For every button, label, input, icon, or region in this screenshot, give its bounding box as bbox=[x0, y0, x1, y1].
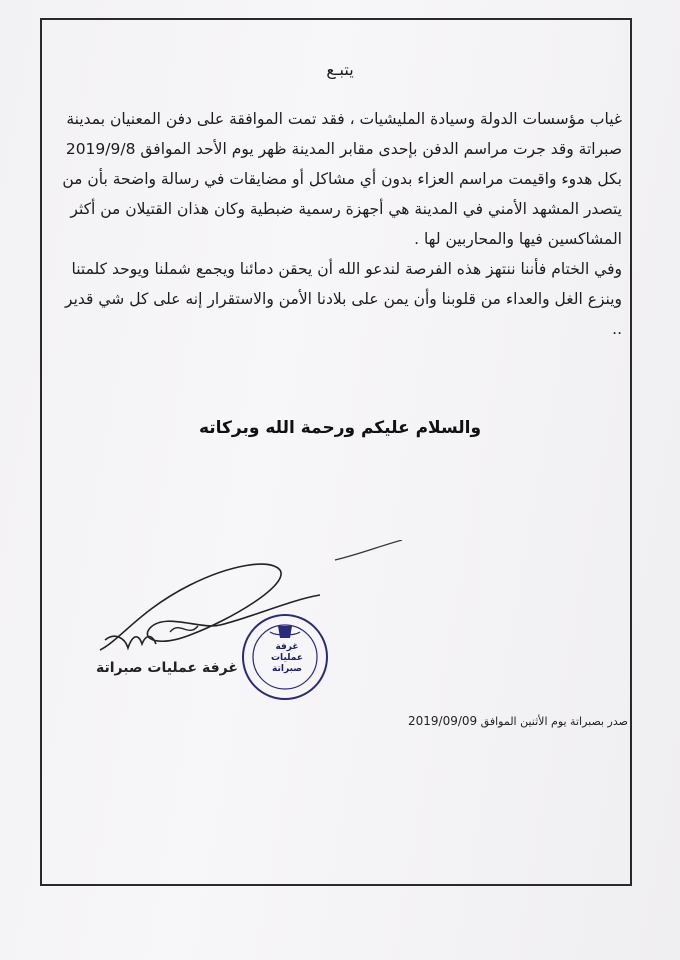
letter-body bbox=[62, 104, 622, 344]
paragraph-1: غياب مؤسسات الدولة وسيادة المليشيات ، فقد تمت الموافقة على دفن المعنيان بمدينة صبراتة وقد جرت مراسم الدفن بإحدى مقابر المدينة ظهر يوم الأحد الموافق 2019/9/8 بكل هدوء واقيمت مراسم العزاء بدون أي مشاكل أو مضايقات في رسالة واضحة بأن من يتصدر المشهد الأمني في المدينة هي أجهزة رسمية ضبطية وكان هذان القتيلان من أكثر المشاكسين فيها والمحاربين لها . bbox=[62, 110, 622, 248]
stamp-text-line-1: غرفة عمليات bbox=[271, 642, 303, 663]
issue-text: صدر بصبراتة يوم الأثنين الموافق bbox=[480, 715, 628, 728]
closing-greeting: والسلام عليكم ورحمة الله وبركاته bbox=[198, 418, 482, 438]
stamp-text-line-2: صبراتة bbox=[272, 664, 302, 674]
stamp-text bbox=[262, 642, 312, 675]
signatory-name: غرفة عمليات صبراتة bbox=[96, 660, 238, 676]
paragraph-2: وفي الختام فأننا ننتهز هذه الفرصة لندعو الله أن يحقن دمائنا ويجمع شملنا ويوحد كلمتنا وينزع الغل والعداء من قلوبنا وأن يمن على بلادنا الأمن والاستقرار إنه على كل شي قدير .. bbox=[65, 260, 622, 338]
continued-heading: يتبـع bbox=[326, 60, 354, 79]
issue-date: 2019/09/09 bbox=[408, 714, 478, 728]
issue-line bbox=[408, 714, 628, 728]
